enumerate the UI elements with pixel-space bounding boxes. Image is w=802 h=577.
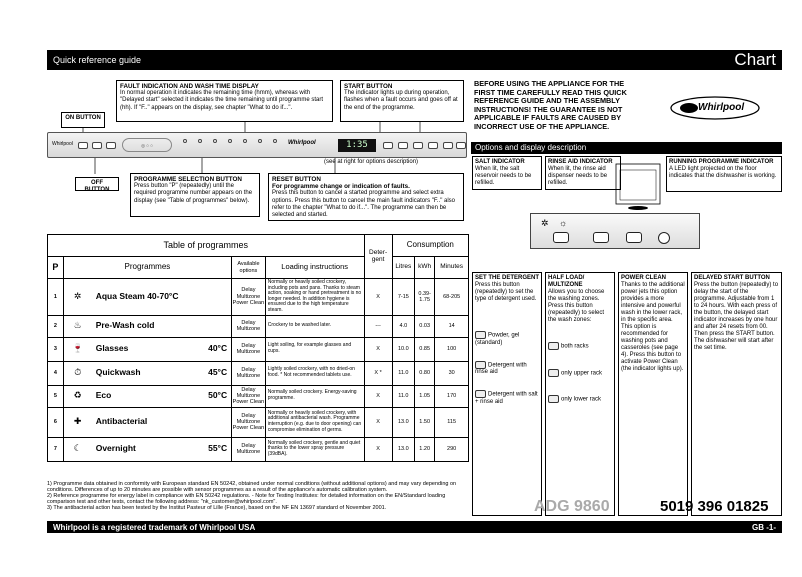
zone-item-label: only lower rack (561, 396, 602, 403)
delayed-start-option-box (691, 272, 782, 516)
minutes-cell: 100 (435, 337, 469, 361)
half-text: Allows you to choose the washing zones. Press this button (repeatedly) to select the wash zones: (548, 289, 605, 323)
program-led (273, 139, 277, 143)
fault-title: FAULT INDICATION AND WASH TIME DISPLAY (120, 83, 259, 90)
programme-number: 1 (48, 279, 64, 316)
power-clean-option-button[interactable] (626, 232, 642, 243)
reset-text: Press this button to cancel a started programme and select extra options. Press this button to cancel the main fault indicators "F.." also refer to the chapter "What to do if...". The programme can then be selected and started. (272, 190, 456, 219)
progsel-text: Press button "P" (repeatedly) until the required programme number appears on the display (see "Table of programmes" below). (134, 183, 253, 204)
salt-indicator-box (472, 156, 542, 190)
detergent-setting-icon (475, 361, 486, 369)
control-panel (47, 132, 467, 158)
on-button-label: ON BUTTON (61, 112, 105, 128)
litres-cell: 7-15 (392, 279, 414, 316)
minutes-col-header: Minutes (435, 257, 469, 279)
progsel-callout (130, 173, 260, 217)
programme-number: 5 (48, 385, 64, 407)
power-title: POWER CLEAN (621, 275, 666, 281)
programme-number: 7 (48, 437, 64, 461)
minutes-cell: 68-205 (435, 279, 469, 316)
program-led (183, 139, 187, 143)
start-text: The indicator lights up during operation, flashes when a fault occurs and goes off at the end of the programme. (344, 90, 458, 111)
power-text: Thanks to the additional power jets this option provides a more intensive and powerful wash in the lower rack, in the specific area. This option is recommended for washing pots and casseroles (see page 4). Press this button to activate Power Clean (the indicator lights up). (621, 282, 685, 372)
delayed-title: DELAYED START BUTTON (694, 275, 770, 281)
programme-name-cell (63, 279, 231, 316)
header-bar (47, 50, 782, 70)
kwh-cell: 1.05 (415, 385, 435, 407)
delayed-text: Press the button (repeatedly) to delay the start of the programme. Adjustable from 1 to 24 hours. With each press of the button, the delayed start indicator increases by one hour and after 24 resets from 00. Then press the START button. The dishwasher will start after the set time. (694, 282, 779, 351)
detergent-cell: --- (364, 315, 392, 337)
power-clean-option-box (618, 272, 688, 516)
table-row (48, 407, 469, 437)
detergent-item-label: Powder, gel (standard) (475, 332, 520, 346)
options-header: Options and display description (471, 142, 782, 154)
start-button[interactable] (456, 142, 466, 149)
programme-options: Delay Multizone Power Clean (232, 386, 265, 406)
programme-icon: 🍷 (72, 342, 84, 353)
minutes-cell: 14 (435, 315, 469, 337)
zone-icon (548, 369, 559, 377)
kwh-cell: 0.03 (415, 315, 435, 337)
zone-item-label: only upper rack (561, 370, 603, 377)
kwh-cell: 1.50 (415, 407, 435, 437)
multizone-button[interactable] (413, 142, 423, 149)
programme-name-cell (63, 361, 231, 385)
detergent-text: Press this button (repeatedly) to set the type of detergent used. (475, 282, 537, 302)
footnote: 2) Reference programme for energy label in compliance with EN 50242 regulations. - Note for Testing Institutes: for detailed information on the EN/Standard loading comparison test and other tests, contact the following address: "nk_customer@whirlpool.com". (47, 493, 446, 505)
footer-left: Whirlpool is a registered trademark of Whirlpool USA (53, 522, 256, 532)
litres-cell: 11.0 (392, 385, 414, 407)
programme-options: Delay Multizone (232, 361, 266, 385)
salt-title: SALT INDICATOR (475, 159, 525, 165)
consumption-col-header: Consumption (392, 235, 468, 257)
programme-options: Delay Multizone Power Clean (232, 407, 266, 437)
detergent-item-label: Detergent with rinse aid (475, 362, 527, 376)
reset-button[interactable] (383, 142, 393, 149)
loading-instructions: Normally soiled crockery, gentle and quiet thanks to the lower spray pressure (39dBA). (265, 437, 364, 461)
panel-brand (52, 141, 73, 147)
zone-item (548, 342, 612, 351)
minutes-cell: 115 (435, 407, 469, 437)
loading-instructions: Normally or heavily soiled crockery, including pots and pans. Thanks to steam action, soaking or hand pretreatment is no longer needed. In addition hygiene is ensured due to the high temperature steam. (265, 279, 364, 316)
zone-item (548, 369, 612, 378)
program-button[interactable] (106, 142, 116, 149)
programme-name-cell (63, 315, 231, 337)
warning-text: BEFORE USING THE APPLIANCE FOR THE FIRST TIME CAREFULLY READ THIS QUICK REFERENCE GUIDE AND THE ASSEMBLY INSTRUCTIONS! THE GUARANTEE IS NOT APPLICABLE IF FAULTS ARE CAUSED BY INCORRECT USE OF THE APPLIANCE. (474, 79, 627, 131)
salt-icon: ✲ (541, 218, 549, 228)
detergent-col-header: Deter-gent (364, 235, 392, 279)
programme-name: Overnight (95, 442, 136, 453)
programme-number: 3 (48, 337, 64, 361)
programme-table-wrapper (47, 234, 469, 462)
table-row (48, 361, 469, 385)
programme-name-cell (63, 337, 231, 361)
programme-temp: 40°C (208, 342, 228, 353)
litres-cell: 4.0 (392, 315, 414, 337)
program-led (213, 139, 217, 143)
zone-icon (548, 395, 559, 403)
reset-sub: For programme change or indication of faults. (272, 183, 410, 191)
panel-logo: Whirlpool (52, 141, 73, 147)
aquasteam-badge: ◎ ○ ○ (122, 138, 172, 152)
programme-options: Delay Multizone (232, 315, 266, 337)
half-load-option-box (545, 272, 615, 516)
kwh-cell: 0.80 (415, 361, 435, 385)
detergent-button[interactable] (398, 142, 408, 149)
programme-options: Delay Multizone (232, 437, 266, 461)
footer-right: GB -1- (752, 522, 776, 532)
programme-icon: ☾ (73, 442, 82, 453)
kwh-cell: 0.39-1.75 (415, 279, 435, 316)
detergent-item (475, 361, 539, 377)
start-title: START BUTTON (344, 83, 393, 90)
litres-cell: 13.0 (392, 437, 414, 461)
product-code: 5019 396 01825 (660, 498, 769, 515)
table-row (48, 385, 469, 407)
table-row (48, 337, 469, 361)
detergent-item (475, 390, 539, 406)
loading-instructions: Crockery to be washed later. (265, 315, 364, 337)
time-display: 1:35 (338, 139, 376, 152)
footnote: 1) Programme data obtained in conformity with European standard EN 50242, obtained under normal conditions (without additional options) and may vary depending on conditions. Differences of up to 20 minutes are possible with sensor programmes as a result of the appliance's automatic calibration system. (47, 481, 457, 493)
footnotes (47, 481, 469, 511)
programme-icon: ✚ (73, 415, 82, 426)
detergent-option-button[interactable] (553, 232, 569, 243)
programme-name: Glasses (95, 342, 129, 353)
off-button-label: OFF BUTTON (75, 177, 119, 191)
detergent-cell: X * (364, 361, 392, 385)
detergent-item (475, 331, 539, 347)
programme-icon: ⏱ (74, 366, 82, 377)
loading-instructions: Light soiling, for example glasses and cups. (265, 337, 364, 361)
whirlpool-logo (665, 92, 765, 124)
litres-cell: 10.0 (392, 337, 414, 361)
reset-title: RESET BUTTON (272, 176, 321, 183)
rinse-icon: ☼ (559, 218, 568, 228)
program-led (228, 139, 232, 143)
detergent-cell: X (364, 437, 392, 461)
program-led (198, 139, 202, 143)
detergent-item-label: Detergent with salt + rinse aid (475, 391, 538, 405)
kwh-cell: 0.85 (415, 337, 435, 361)
programme-name-cell (63, 407, 231, 437)
zone-item-label: both racks (561, 343, 589, 350)
programme-temp: 50°C (208, 389, 228, 400)
detergent-title: SET THE DETERGENT (475, 275, 540, 281)
programme-name: Eco (95, 389, 112, 400)
header-left: Quick reference guide (53, 55, 142, 65)
programme-icon: ✲ (73, 290, 82, 301)
programme-name: Pre-Wash cold (95, 319, 155, 330)
dishwasher-icon (610, 160, 666, 212)
delay-button[interactable] (443, 142, 453, 149)
off-button[interactable] (92, 142, 102, 149)
salt-text: When lit, the salt reservoir needs to be refilled. (475, 166, 532, 186)
powerclean-button[interactable] (428, 142, 438, 149)
loading-col-header: Loading instructions (265, 257, 364, 279)
on-button[interactable] (78, 142, 88, 149)
running-indicator-box (666, 156, 782, 192)
detergent-setting-icon (475, 390, 486, 398)
half-title: HALF LOAD/ MULTIZONE (548, 275, 585, 288)
programme-temp: 55°C (208, 442, 228, 453)
running-text: A LED light projected on the floor indicates that the dishwasher is working. (669, 166, 777, 179)
litres-cell: 11.0 (392, 361, 414, 385)
zone-item (548, 395, 612, 404)
rinse-title: RINSE AID INDICATOR (548, 159, 613, 165)
programme-options: Delay Multizone Power Clean (232, 279, 266, 316)
table-row (48, 315, 469, 337)
programme-icon: ♨ (73, 319, 82, 330)
running-title: RUNNING PROGRAMME INDICATOR (669, 159, 774, 165)
programme-number: 2 (48, 315, 64, 337)
loading-instructions: Lightly soiled crockery, with no dried-on food. * Not recommended tablets use. (265, 361, 364, 385)
header-right: Chart (734, 50, 776, 69)
delay-clock-icon[interactable] (658, 232, 670, 244)
table-row (48, 437, 469, 461)
zone-icon (548, 342, 559, 350)
minutes-cell: 290 (435, 437, 469, 461)
programme-options: Delay Multizone (232, 337, 266, 361)
loading-instructions: Normally or heavily soiled crockery, with additional antibacterial wash. Programme interruption (e.g. due to door opening) can compromise elimination of germs. (265, 407, 364, 437)
footnote: 3) The antibacterial action has been tested by the Institut Pasteur of Lille (France), based on the NF EN 13697 standard of November 2001. (47, 505, 387, 511)
detergent-cell: X (364, 385, 392, 407)
half-load-option-button[interactable] (593, 232, 609, 243)
rinse-text: When lit, the rinse aid dispenser needs to be refilled. (548, 166, 608, 186)
detergent-option-box (472, 272, 542, 516)
model-number: ADG 9860 (534, 498, 610, 515)
option-panel (530, 213, 700, 249)
detergent-cell: X (364, 337, 392, 361)
programme-name-cell (63, 385, 231, 407)
program-led (243, 139, 247, 143)
programme-number: 6 (48, 407, 64, 437)
see-right-note: (see at right for options description) (324, 159, 419, 165)
litres-col-header: Litres (392, 257, 414, 279)
programme-name-cell (63, 437, 231, 461)
programme-name: Aqua Steam 40-70°C (95, 290, 179, 301)
minutes-cell: 170 (435, 385, 469, 407)
panel-brand-logo: Whirlpool (288, 140, 316, 146)
programme-number: 4 (48, 361, 64, 385)
table-row (48, 279, 469, 316)
kwh-col-header: kWh (415, 257, 435, 279)
programme-temp: 45°C (208, 366, 228, 377)
available-col-header: Available options (232, 257, 266, 279)
minutes-cell: 30 (435, 361, 469, 385)
detergent-cell: X (364, 279, 392, 316)
footer-bar (47, 521, 782, 533)
table-title: Table of programmes (48, 235, 365, 257)
detergent-setting-icon (475, 331, 486, 339)
litres-cell: 13.0 (392, 407, 414, 437)
detergent-cell: X (364, 407, 392, 437)
brand-wordmark: Whirlpool (698, 102, 745, 113)
kwh-cell: 1.20 (415, 437, 435, 461)
fault-text: In normal operation it indicates the remaining time (hmm), whereas with "Delayed start" selected it indicates the time remaining until programme start (hh). If "F.." appears on the display, see chapter "What to do if...". (120, 90, 324, 111)
programme-name: Quickwash (95, 366, 141, 377)
programme-name: Antibacterial (95, 415, 148, 426)
programme-icon: ♻ (73, 389, 82, 400)
p-col-header: P (48, 257, 64, 279)
programme-table (47, 234, 469, 462)
program-led (258, 139, 262, 143)
programmes-col-header: Programmes (63, 257, 231, 279)
loading-instructions: Normally soiled crockery. Energy-saving programme. (265, 385, 364, 407)
progsel-title: PROGRAMME SELECTION BUTTON (134, 176, 242, 183)
reset-callout (268, 173, 464, 221)
